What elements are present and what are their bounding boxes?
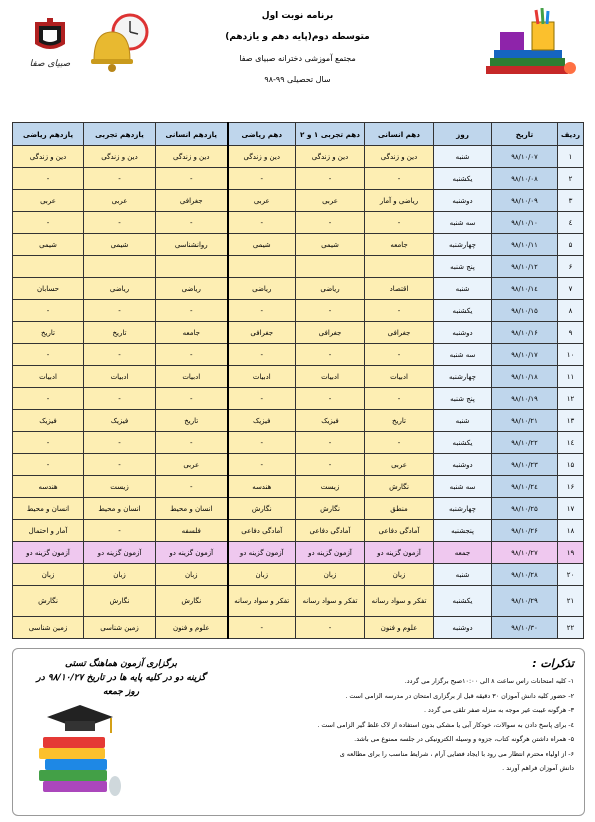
- cell-10-humanities: منطق: [365, 498, 434, 520]
- cell-10-science: -: [296, 168, 365, 190]
- cell-10-math: ریاضی: [228, 278, 296, 300]
- cell-11-math: آمار و احتمال: [13, 520, 84, 542]
- row-date: ۹۸/۱۰/۱٤: [492, 278, 558, 300]
- cell-11-math: انسان و محیط: [13, 498, 84, 520]
- table-row: [13, 168, 584, 190]
- table-row: [13, 388, 584, 410]
- row-index: ۱۵: [558, 454, 584, 476]
- row-date: ۹۸/۱۰/۲۵: [492, 498, 558, 520]
- cell-11-science: ادبیات: [84, 366, 156, 388]
- table-row: [13, 476, 584, 498]
- exam-notice-line: روز جمعه: [102, 687, 140, 697]
- cell-11-math: -: [13, 388, 84, 410]
- exam-notice: [21, 657, 221, 699]
- col-header-index: ردیف: [558, 123, 584, 146]
- col-header-10-humanities: دهم انسانی: [365, 123, 434, 146]
- col-header-11-humanities: یازدهم انسانی: [156, 123, 228, 146]
- cell-10-humanities: زبان: [365, 564, 434, 586]
- cell-10-science: نگارش: [296, 498, 365, 520]
- cell-10-math: نگارش: [228, 498, 296, 520]
- cell-10-humanities: -: [365, 432, 434, 454]
- cell-10-humanities: جامعه: [365, 234, 434, 256]
- cell-11-humanities: ادبیات: [156, 366, 228, 388]
- cell-10-humanities: نگارش: [365, 476, 434, 498]
- cell-10-math: هندسه: [228, 476, 296, 498]
- cell-11-science: شیمی: [84, 234, 156, 256]
- table-row: [13, 300, 584, 322]
- row-date: ۹۸/۱۰/۲۱: [492, 410, 558, 432]
- row-date: ۹۸/۱۰/۱۲: [492, 256, 558, 278]
- cell-10-humanities: -: [365, 300, 434, 322]
- cell-10-humanities: آزمون گزینه دو: [365, 542, 434, 564]
- row-date: ۹۸/۱۰/۲۶: [492, 520, 558, 542]
- row-day: شنبه: [434, 278, 492, 300]
- row-index: ۲۱: [558, 586, 584, 617]
- table-row: [13, 146, 584, 168]
- schedule-body: [13, 146, 584, 639]
- cell-10-humanities: جغرافی: [365, 322, 434, 344]
- row-index: ۱۰: [558, 344, 584, 366]
- header: [0, 0, 595, 120]
- cell-11-science: -: [84, 344, 156, 366]
- cell-11-math: -: [13, 168, 84, 190]
- cell-11-humanities: علوم و فنون: [156, 617, 228, 639]
- row-day: شنبه: [434, 146, 492, 168]
- cell-10-science: ریاضی: [296, 278, 365, 300]
- cell-11-humanities: نگارش: [156, 586, 228, 617]
- row-day: پنج شنبه: [434, 256, 492, 278]
- cell-10-math: -: [228, 454, 296, 476]
- table-row: [13, 366, 584, 388]
- schedule-title: برنامه نوبت اول: [261, 11, 334, 21]
- row-date: ۹۸/۱۰/۱۰: [492, 212, 558, 234]
- row-index: ۱: [558, 146, 584, 168]
- table-row: [13, 454, 584, 476]
- table-row: [13, 520, 584, 542]
- col-header-11-math: یازدهم ریاضی: [13, 123, 84, 146]
- note-item: ۶- از اولیاء محترم انتظار می رود با ایجاد فضایی آرام ، شرایط مناسب را برای مطالعه ی: [339, 749, 574, 758]
- cell-11-humanities: آزمون گزینه دو: [156, 542, 228, 564]
- cell-11-science: دین و زندگی: [84, 146, 156, 168]
- row-day: یکشنبه: [434, 300, 492, 322]
- cell-11-math: آزمون گزینه دو: [13, 542, 84, 564]
- row-date: ۹۸/۱۰/۲٤: [492, 476, 558, 498]
- cell-11-humanities: عربی: [156, 454, 228, 476]
- cell-11-math: فیزیک: [13, 410, 84, 432]
- row-day: جمعه: [434, 542, 492, 564]
- cell-11-math: -: [13, 432, 84, 454]
- cell-11-science: -: [84, 432, 156, 454]
- cell-11-science: -: [84, 168, 156, 190]
- cell-10-science: شیمی: [296, 234, 365, 256]
- row-day: شنبه: [434, 410, 492, 432]
- cell-11-humanities: -: [156, 168, 228, 190]
- cell-11-humanities: -: [156, 300, 228, 322]
- cell-10-math: -: [228, 168, 296, 190]
- cell-11-math: -: [13, 300, 84, 322]
- cell-11-humanities: -: [156, 476, 228, 498]
- cell-10-math: -: [228, 300, 296, 322]
- school-name: مجتمع آموزشی دخترانه صبیای صفا: [239, 54, 356, 63]
- cell-11-math: نگارش: [13, 586, 84, 617]
- row-day: پنجشنبه: [434, 520, 492, 542]
- cell-10-math: آزمون گزینه دو: [228, 542, 296, 564]
- row-index: ۱۲: [558, 388, 584, 410]
- cell-11-math: هندسه: [13, 476, 84, 498]
- table-row: [13, 410, 584, 432]
- cell-10-humanities: دین و زندگی: [365, 146, 434, 168]
- cell-10-math: [228, 256, 296, 278]
- cell-10-math: دین و زندگی: [228, 146, 296, 168]
- table-row: [13, 256, 584, 278]
- note-item: ۳- هرگونه غیبت غیر موجه به منزله صفر تلقی می گردد .: [423, 706, 574, 714]
- row-index: ۵: [558, 234, 584, 256]
- row-day: دوشنبه: [434, 617, 492, 639]
- row-index: ۱۷: [558, 498, 584, 520]
- cell-11-science: -: [84, 212, 156, 234]
- cell-11-math: حسابان: [13, 278, 84, 300]
- table-row: [13, 322, 584, 344]
- cell-11-humanities: [156, 256, 228, 278]
- row-date: ۹۸/۱۰/۲۸: [492, 564, 558, 586]
- row-index: ۲۲: [558, 617, 584, 639]
- col-header-date: تاریخ: [492, 123, 558, 146]
- row-index: ۱٤: [558, 432, 584, 454]
- cell-10-science: -: [296, 300, 365, 322]
- row-day: یکشنبه: [434, 432, 492, 454]
- row-day: سه شنبه: [434, 344, 492, 366]
- row-day: دوشنبه: [434, 190, 492, 212]
- cell-10-humanities: اقتصاد: [365, 278, 434, 300]
- cell-11-math: شیمی: [13, 234, 84, 256]
- row-date: ۹۸/۱۰/۱۷: [492, 344, 558, 366]
- cell-10-humanities: [365, 256, 434, 278]
- header-text: [150, 6, 445, 90]
- exam-notice-line: برگزاری آزمون هماهنگ تستی: [65, 659, 177, 669]
- schedule-table: [12, 122, 584, 639]
- row-index: ۸: [558, 300, 584, 322]
- table-row: [13, 234, 584, 256]
- cell-10-humanities: -: [365, 168, 434, 190]
- cell-10-humanities: آمادگی دفاعی: [365, 520, 434, 542]
- cell-11-science: ریاضی: [84, 278, 156, 300]
- table-row: [13, 586, 584, 617]
- row-date: ۹۸/۱۰/۲۷: [492, 542, 558, 564]
- row-date: ۹۸/۱۰/۱۹: [492, 388, 558, 410]
- stationery-icon: [470, 8, 580, 80]
- cell-10-science: آزمون گزینه دو: [296, 542, 365, 564]
- cell-10-humanities: تاریخ: [365, 410, 434, 432]
- col-header-10-science: دهم تجربی ۱ و ۲: [296, 123, 365, 146]
- row-day: دوشنبه: [434, 322, 492, 344]
- row-index: ۱۱: [558, 366, 584, 388]
- note-item: ۲- حضور کلیه دانش آموزان ۳۰ دقیقه قبل از برگزاری امتحان در مدرسه الزامی است .: [345, 691, 574, 700]
- cell-11-humanities: جغرافی: [156, 190, 228, 212]
- cell-11-science: [84, 256, 156, 278]
- cell-10-humanities: ادبیات: [365, 366, 434, 388]
- table-row: [13, 344, 584, 366]
- cell-11-math: -: [13, 454, 84, 476]
- row-index: ۱۶: [558, 476, 584, 498]
- cell-11-science: -: [84, 300, 156, 322]
- cell-10-math: جغرافی: [228, 322, 296, 344]
- notes: [244, 657, 574, 776]
- row-index: ۲۰: [558, 564, 584, 586]
- row-day: سه شنبه: [434, 212, 492, 234]
- cell-10-humanities: ریاضی و آمار: [365, 190, 434, 212]
- cell-10-science: ادبیات: [296, 366, 365, 388]
- cell-10-humanities: -: [365, 388, 434, 410]
- note-item: دانش آموزان فراهم آورند .: [502, 764, 574, 772]
- row-index: ۱۹: [558, 542, 584, 564]
- cell-11-math: تاریخ: [13, 322, 84, 344]
- row-index: ۱۳: [558, 410, 584, 432]
- books-graduation-cap-icon: [35, 701, 125, 801]
- table-row: [13, 432, 584, 454]
- cell-10-humanities: -: [365, 344, 434, 366]
- cell-11-science: آزمون گزینه دو: [84, 542, 156, 564]
- cell-11-science: عربی: [84, 190, 156, 212]
- col-header-11-science: یازدهم تجربی: [84, 123, 156, 146]
- row-index: ۲: [558, 168, 584, 190]
- col-header-10-math: دهم ریاضی: [228, 123, 296, 146]
- cell-10-science: دین و زندگی: [296, 146, 365, 168]
- cell-11-science: -: [84, 520, 156, 542]
- note-item: ۱- کلیه امتحانات راس ساعت ۸ الی ۱۰:۰۰صبح برگزار می گردد.: [404, 677, 574, 685]
- cell-11-science: -: [84, 388, 156, 410]
- table-row: [13, 498, 584, 520]
- row-day: پنج شنبه: [434, 388, 492, 410]
- row-day: یکشنبه: [434, 586, 492, 617]
- cell-10-science: -: [296, 344, 365, 366]
- cell-10-science: -: [296, 432, 365, 454]
- cell-11-math: [13, 256, 84, 278]
- cell-10-math: فیزیک: [228, 410, 296, 432]
- row-date: ۹۸/۱۰/۰۷: [492, 146, 558, 168]
- row-date: ۹۸/۱۰/۲۲: [492, 432, 558, 454]
- cell-11-humanities: -: [156, 432, 228, 454]
- row-day: دوشنبه: [434, 454, 492, 476]
- note-item: ٤- برای پاسخ دادن به سوالات، خودکار آبی یا مشکی بدون استفاده از لاک غلط گیر الزامی است .: [317, 720, 574, 729]
- cell-10-math: شیمی: [228, 234, 296, 256]
- cell-11-science: تاریخ: [84, 322, 156, 344]
- row-day: یکشنبه: [434, 168, 492, 190]
- cell-11-math: -: [13, 344, 84, 366]
- cell-11-humanities: جامعه: [156, 322, 228, 344]
- exam-notice-line: گزینه دو در کلیه پایه ها در تاریخ ۹۸/۱۰/۲۷ در: [36, 673, 206, 683]
- logo-text: صبیای صفا: [29, 59, 71, 69]
- cell-11-science: -: [84, 454, 156, 476]
- row-date: ۹۸/۱۰/۱۸: [492, 366, 558, 388]
- cell-11-science: زمین شناسی: [84, 617, 156, 639]
- cell-10-science: -: [296, 388, 365, 410]
- col-header-day: روز: [434, 123, 492, 146]
- cell-11-math: دین و زندگی: [13, 146, 84, 168]
- cell-11-humanities: زبان: [156, 564, 228, 586]
- cell-10-science: آمادگی دفاعی: [296, 520, 365, 542]
- cell-10-science: [296, 256, 365, 278]
- cell-11-math: عربی: [13, 190, 84, 212]
- cell-10-humanities: -: [365, 212, 434, 234]
- cell-10-math: -: [228, 617, 296, 639]
- table-row: [13, 564, 584, 586]
- cell-10-humanities: علوم و فنون: [365, 617, 434, 639]
- cell-10-math: تفکر و سواد رسانه: [228, 586, 296, 617]
- bell-clock-icon: [82, 10, 152, 80]
- row-day: چهارشنبه: [434, 366, 492, 388]
- row-date: ۹۸/۱۰/۱۱: [492, 234, 558, 256]
- cell-10-math: -: [228, 212, 296, 234]
- row-date: ۹۸/۱۰/۳۰: [492, 617, 558, 639]
- table-row: [13, 542, 584, 564]
- cell-11-humanities: انسان و محیط: [156, 498, 228, 520]
- cell-11-math: زبان: [13, 564, 84, 586]
- row-date: ۹۸/۱۰/۲۹: [492, 586, 558, 617]
- row-index: ۹: [558, 322, 584, 344]
- cell-11-humanities: -: [156, 212, 228, 234]
- cell-11-science: فیزیک: [84, 410, 156, 432]
- school-logo: [25, 14, 75, 78]
- row-day: شنبه: [434, 564, 492, 586]
- cell-11-science: زیست: [84, 476, 156, 498]
- schedule-subtitle: متوسطه دوم(پایه دهم و یازدهم): [225, 32, 370, 42]
- row-index: ٤: [558, 212, 584, 234]
- cell-11-science: زبان: [84, 564, 156, 586]
- cell-10-math: زبان: [228, 564, 296, 586]
- cell-10-science: -: [296, 454, 365, 476]
- row-day: سه شنبه: [434, 476, 492, 498]
- cell-10-math: -: [228, 432, 296, 454]
- row-date: ۹۸/۱۰/۲۳: [492, 454, 558, 476]
- cell-11-humanities: روانشناسی: [156, 234, 228, 256]
- cell-10-math: -: [228, 388, 296, 410]
- cell-11-math: -: [13, 212, 84, 234]
- cell-11-science: انسان و محیط: [84, 498, 156, 520]
- cell-11-humanities: تاریخ: [156, 410, 228, 432]
- notes-list: [244, 674, 574, 776]
- table-row: [13, 617, 584, 639]
- cell-11-humanities: دین و زندگی: [156, 146, 228, 168]
- cell-11-math: ادبیات: [13, 366, 84, 388]
- row-date: ۹۸/۱۰/۰۸: [492, 168, 558, 190]
- table-row: [13, 278, 584, 300]
- cell-11-humanities: -: [156, 388, 228, 410]
- note-item: ۵- همراه داشتن هرگونه کتاب، جزوه و وسیله الکترونیکی در جلسه ممنوع می باشد.: [354, 735, 574, 743]
- row-day: چهارشنبه: [434, 498, 492, 520]
- cell-10-science: فیزیک: [296, 410, 365, 432]
- cell-10-science: عربی: [296, 190, 365, 212]
- row-date: ۹۸/۱۰/۱۵: [492, 300, 558, 322]
- cell-10-math: -: [228, 344, 296, 366]
- cell-11-humanities: فلسفه: [156, 520, 228, 542]
- row-index: ۷: [558, 278, 584, 300]
- row-index: ۳: [558, 190, 584, 212]
- cell-11-math: زمین شناسی: [13, 617, 84, 639]
- cell-10-science: -: [296, 212, 365, 234]
- footer-box: [12, 648, 585, 816]
- cell-10-math: ادبیات: [228, 366, 296, 388]
- cell-10-math: آمادگی دفاعی: [228, 520, 296, 542]
- table-row: [13, 212, 584, 234]
- cell-10-science: جغرافی: [296, 322, 365, 344]
- cell-11-humanities: -: [156, 344, 228, 366]
- cell-11-humanities: ریاضی: [156, 278, 228, 300]
- cell-10-science: -: [296, 617, 365, 639]
- academic-year: سال تحصیلی ۹۹-۹۸: [264, 75, 331, 84]
- cell-10-humanities: تفکر و سواد رسانه: [365, 586, 434, 617]
- cell-11-science: نگارش: [84, 586, 156, 617]
- row-index: ۱۸: [558, 520, 584, 542]
- cell-10-science: زبان: [296, 564, 365, 586]
- cell-10-science: تفکر و سواد رسانه: [296, 586, 365, 617]
- table-header-row: [13, 123, 584, 146]
- row-date: ۹۸/۱۰/۱۶: [492, 322, 558, 344]
- cell-10-humanities: عربی: [365, 454, 434, 476]
- row-index: ۶: [558, 256, 584, 278]
- cell-10-math: عربی: [228, 190, 296, 212]
- table-row: [13, 190, 584, 212]
- notes-title: تذکرات :: [532, 657, 574, 670]
- cell-10-science: زیست: [296, 476, 365, 498]
- row-day: چهارشنبه: [434, 234, 492, 256]
- row-date: ۹۸/۱۰/۰۹: [492, 190, 558, 212]
